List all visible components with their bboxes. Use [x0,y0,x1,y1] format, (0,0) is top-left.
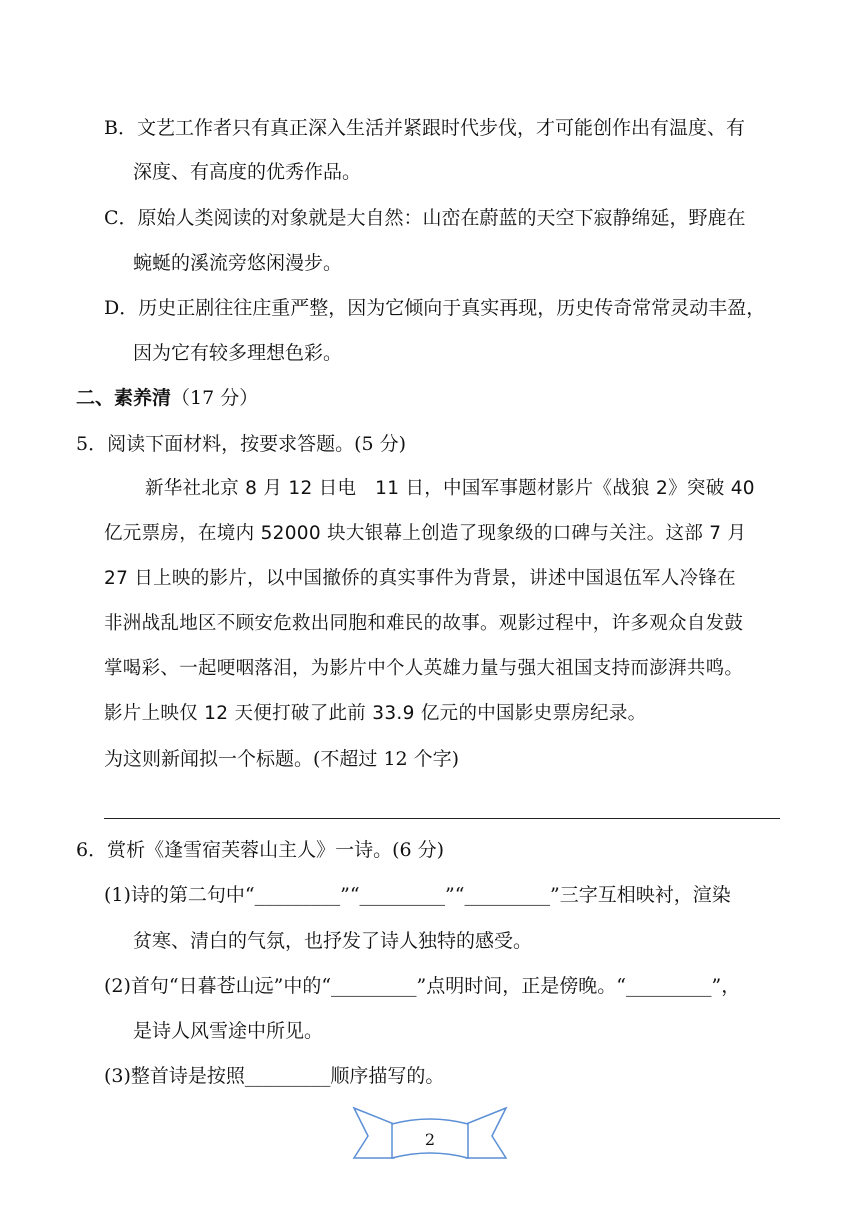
question-6-part3: (3)整首诗是按照_________顺序描写的。 [104,1065,445,1087]
news-line-3: 27 日上映的影片，以中国撤侨的真实事件为背景，讲述中国退伍军人冷锋在 [104,568,736,589]
option-b-line1: B．文艺工作者只有真正深入生活并紧跟时代步伐，才可能创作出有温度、有 [104,117,745,139]
section-title: 二、素养清 [76,387,172,409]
question-5-title: 5．阅读下面材料，按要求答题。(5 分) [76,433,407,455]
news-line-6: 影片上映仅 12 天便打破了此前 33.9 亿元的中国影史票房纪录。 [104,703,647,724]
section-score: （17 分） [171,387,259,409]
option-d-line1: D．历史正剧往往庄重严整，因为它倾向于真实再现，历史传奇常常灵动丰盈， [104,297,766,319]
question-6-part1-line2: 贫寒、清白的气氛，也抒发了诗人独特的感受。 [133,930,533,952]
news-line-2: 亿元票房，在境内 52000 块大银幕上创造了现象级的口碑与关注。这部 7 月 [104,523,747,544]
section-heading [76,386,258,410]
question-6-title: 6．赏析《逢雪宿芙蓉山主人》一诗。(6 分) [76,839,445,861]
question-6-part2-line2: 是诗人风雪途中所见。 [133,1020,324,1042]
page-number: 2 [424,1130,436,1149]
news-line-1: 新华社北京 8 月 12 日电 11 日，中国军事题材影片《战狼 2》突破 40 [145,478,755,499]
question-5-prompt: 为这则新闻拟一个标题。(不超过 12 个字) [104,748,460,770]
question-6-part1-line1: (1)诗的第二句中“_________”“_________”“_________”三字互相映衬，渲染 [104,884,731,906]
option-b-line2: 深度、有高度的优秀作品。 [133,161,362,183]
option-d-line2: 因为它有较多理想色彩。 [133,342,343,364]
option-c-line2: 蜿蜒的溪流旁悠闲漫步。 [133,252,343,274]
news-line-5: 掌喝彩、一起哽咽落泪，为影片中个人英雄力量与强大祖国支持而澎湃共鸣。 [104,658,744,679]
option-c-line1: C．原始人类阅读的对象就是大自然：山峦在蔚蓝的天空下寂静绵延，野鹿在 [104,207,746,229]
question-6-part2-line1: (2)首句“日暮苍山远”中的“_________”点明时间，正是傍晚。“_________”， [104,975,741,997]
news-line-4: 非洲战乱地区不顾安危救出同胞和难民的故事。观影过程中，许多观众自发鼓 [104,613,744,634]
answer-line[interactable] [104,818,780,819]
